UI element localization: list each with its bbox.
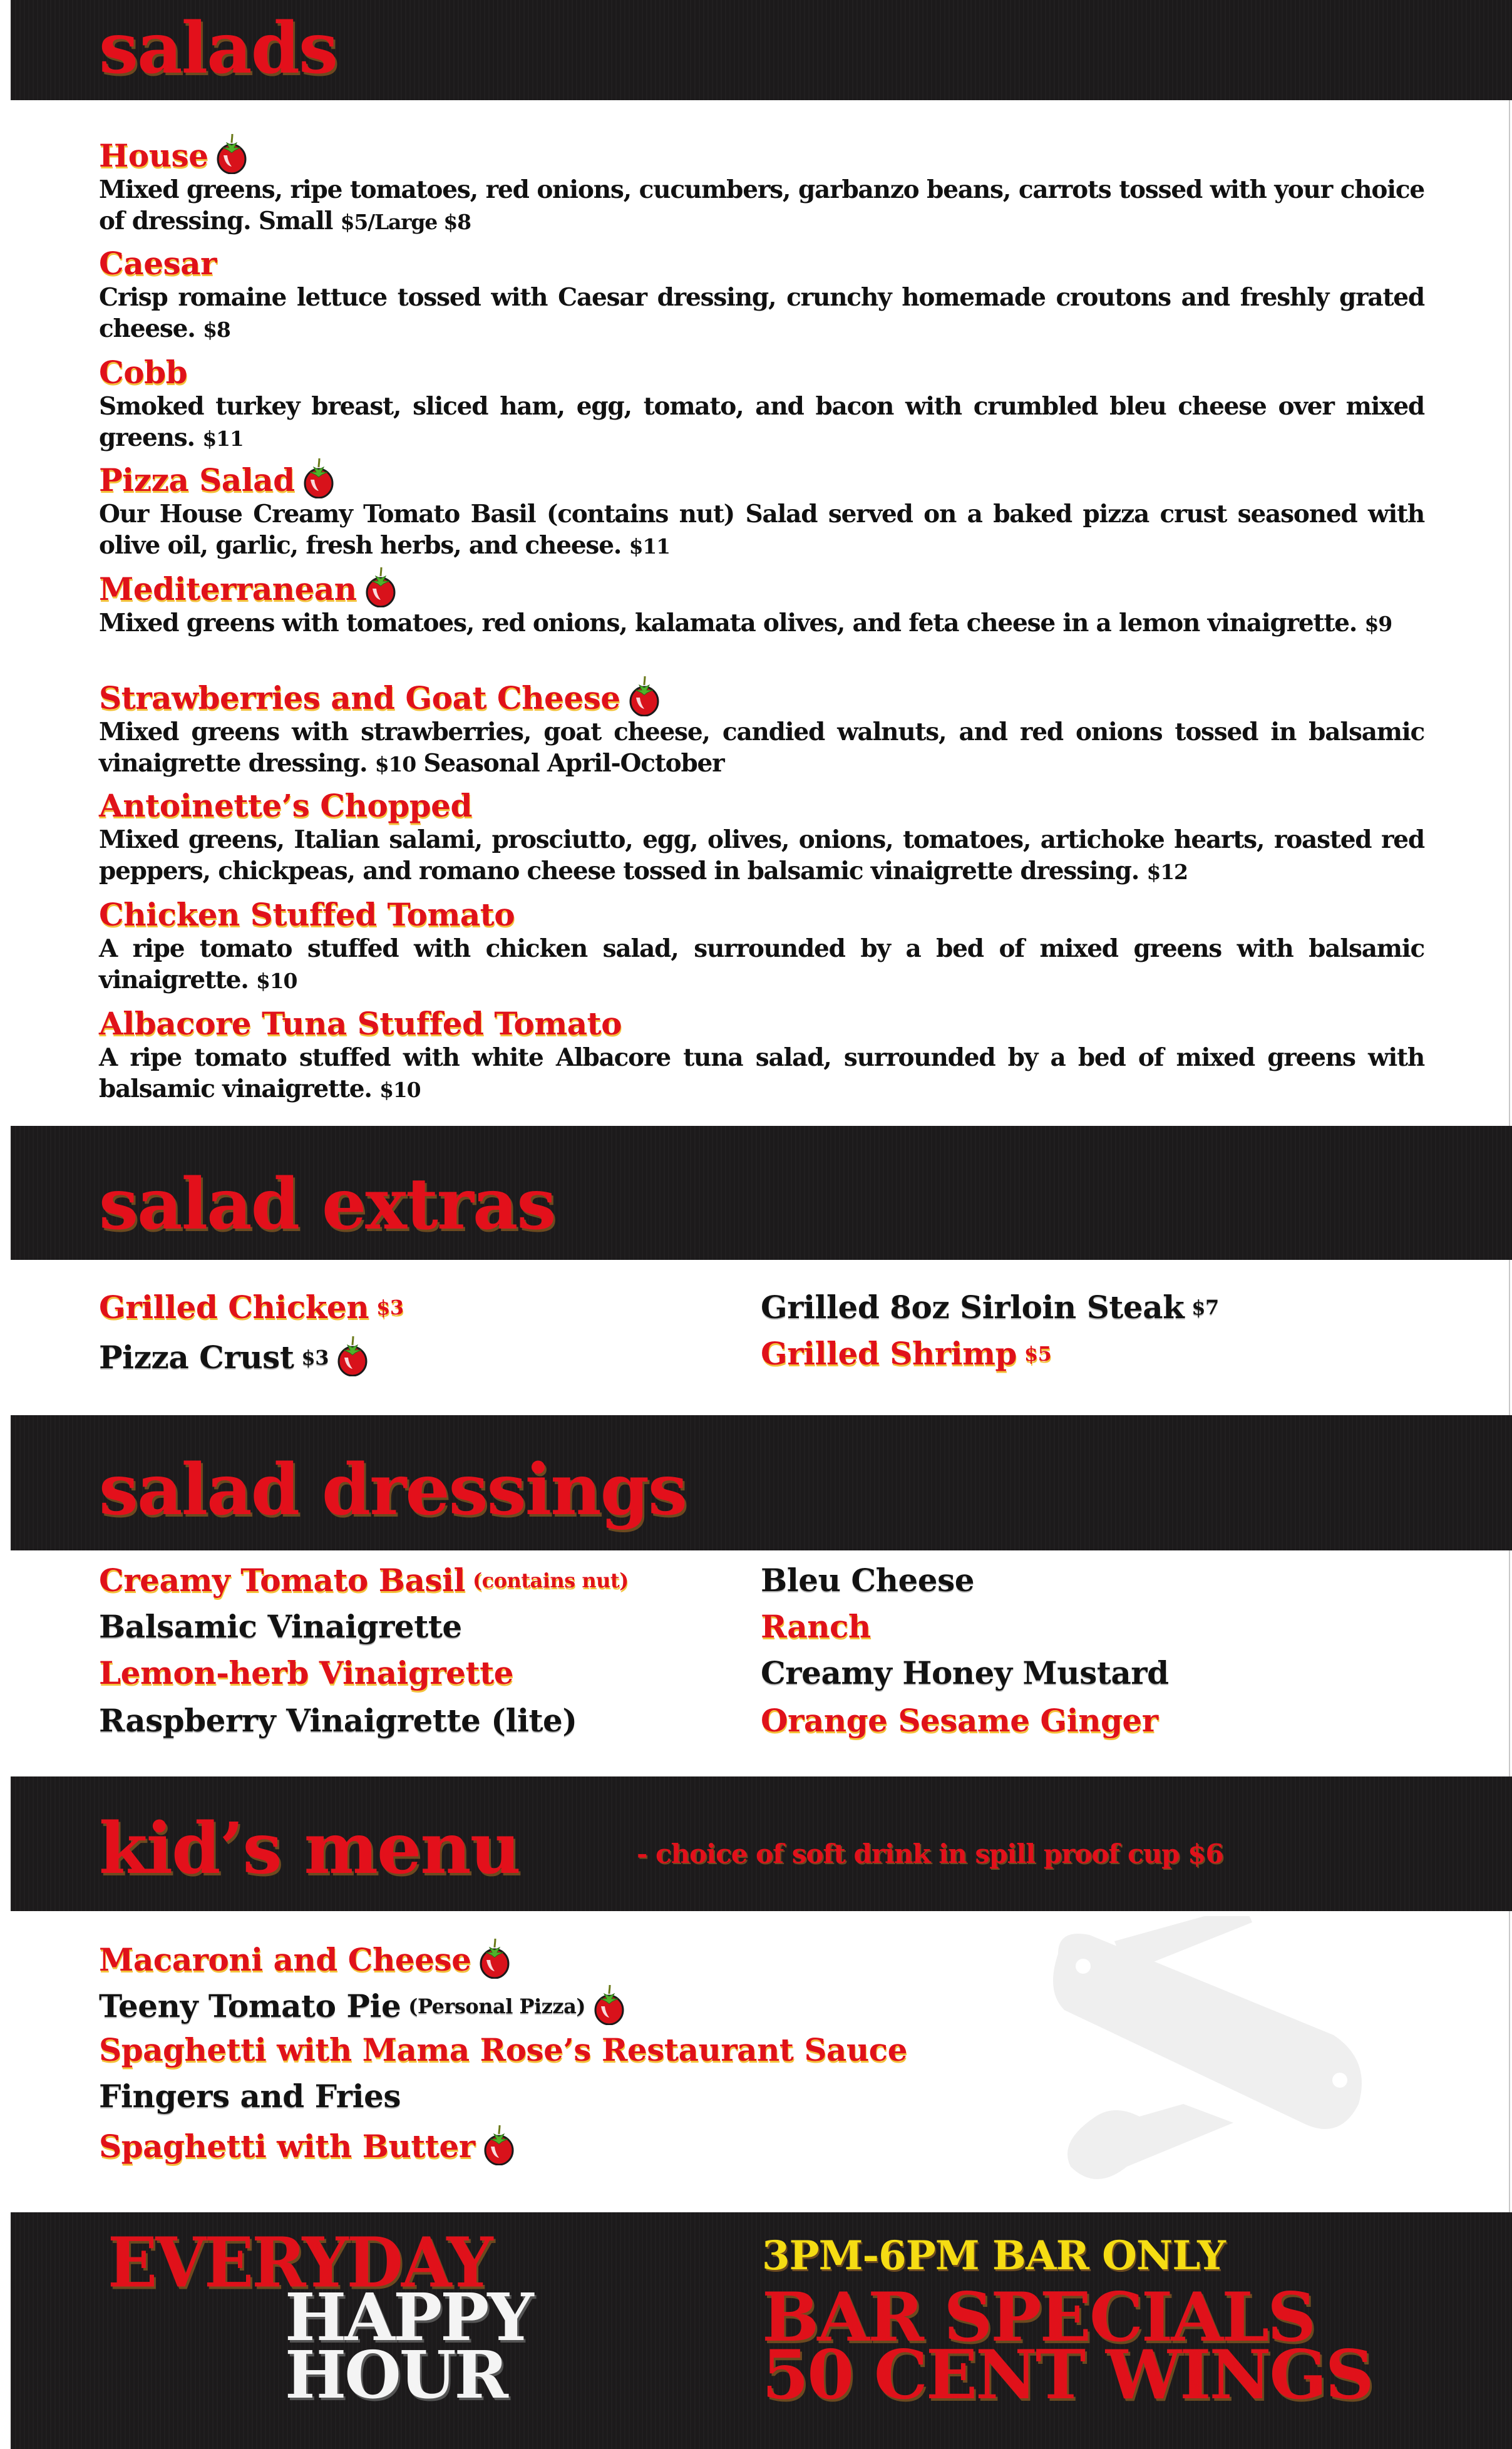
kids-item-spaghetti-with-butter: Spaghetti with Butter: [99, 2124, 515, 2165]
salad-item-description: A ripe tomato stuffed with white Albacore tuna salad, surrounded by a bed of mixed greens with balsamic vinaigrette.: [99, 1043, 1424, 1103]
salad-item-price: $8: [203, 317, 230, 342]
extra-grilled-chicken: Grilled Chicken $3: [99, 1289, 404, 1326]
extra-pizza-crust: Pizza Crust $3: [99, 1335, 369, 1376]
seasonal-note: Seasonal April-October: [416, 749, 724, 778]
dressing-bleu-cheese: Bleu Cheese: [761, 1562, 975, 1599]
tomato-icon: [336, 1335, 369, 1376]
kids-item-teeny-tomato-pie: Teeny Tomato Pie (Personal Pizza): [99, 1984, 625, 2025]
salad-item-title: Cobb: [99, 354, 188, 391]
salad-item-antoinettes-chopped: [99, 788, 1424, 888]
extra-grilled-shrimp: Grilled Shrimp $5: [761, 1335, 1052, 1372]
happy-hour-happy: HAPPY: [285, 2279, 532, 2356]
extra-price: $5: [1024, 1342, 1052, 1366]
fifty-cent-wings: 50 CENT WINGS: [762, 2336, 1372, 2415]
salad-item-price: $12: [1146, 860, 1188, 884]
salad-dressings-header-band: [11, 1415, 1512, 1550]
salad-item-albacore-tuna-stuffed-tomato: [99, 1006, 1424, 1106]
salad-item-cobb: [99, 354, 1424, 455]
tomato-icon: [483, 2124, 515, 2165]
dressing-creamy-honey-mustard: Creamy Honey Mustard: [761, 1654, 1169, 1691]
salad-item-pizza-salad: [99, 457, 1424, 562]
dressing-balsamic-vinaigrette: Balsamic Vinaigrette: [99, 1608, 462, 1645]
happy-hour-hour: HOUR: [285, 2336, 507, 2413]
kids-menu-heading: kid’s menu: [99, 1808, 520, 1890]
pocket-knife-spoon-watermark-icon: [1021, 1916, 1371, 2192]
salad-item-price: $5/Large $8: [340, 210, 471, 234]
kids-menu-header-band: [11, 1776, 1512, 1911]
salad-item-price: $10: [255, 969, 297, 993]
salad-item-description: Mixed greens with strawberries, goat cheese, candied walnuts, and red onions tossed in balsamic vinaigrette dressing.: [99, 718, 1424, 778]
salad-item-price: $10: [374, 752, 416, 776]
salad-dressings-heading: salad dressings: [99, 1449, 687, 1531]
dressing-lemon-herb-vinaigrette: Lemon-herb Vinaigrette: [99, 1654, 513, 1691]
salad-item-title: House: [99, 137, 208, 174]
salad-item-title: Albacore Tuna Stuffed Tomato: [99, 1005, 622, 1042]
bar-specials: BAR SPECIALS: [762, 2278, 1315, 2357]
dressing-ranch: Ranch: [761, 1608, 871, 1645]
salad-item-chicken-stuffed-tomato: [99, 897, 1424, 997]
dressing-creamy-tomato-basil: Creamy Tomato Basil (contains nut): [99, 1562, 629, 1599]
salad-item-description: Our House Creamy Tomato Basil (contains nut) Salad served on a baked pizza crust seasoned with olive oil, garlic, fresh herbs, and cheese.: [99, 500, 1424, 560]
tomato-icon: [478, 1937, 511, 1979]
salad-item-title: Pizza Salad: [99, 461, 295, 498]
salad-item-description: Mixed greens, Italian salami, prosciutto, egg, olives, onions, tomatoes, artichoke hearts, roasted red peppers, chickpeas, and romano cheese tossed in balsamic vinaigrette dressing.: [99, 825, 1424, 885]
dressing-raspberry-vinaigrette: Raspberry Vinaigrette (lite): [99, 1702, 577, 1739]
salad-item-price: $9: [1364, 612, 1392, 636]
salad-item-title: Caesar: [99, 245, 217, 282]
salads-heading: salads: [99, 8, 337, 90]
kids-item-fingers-and-fries: Fingers and Fries: [99, 2078, 401, 2115]
salad-item-description: A ripe tomato stuffed with chicken salad, surrounded by a bed of mixed greens with balsamic vinaigrette.: [99, 934, 1424, 994]
salad-item-price: $11: [629, 534, 670, 559]
salad-item-mediterranean: [99, 566, 1424, 640]
personal-pizza-note: (Personal Pizza): [408, 1994, 585, 2018]
kids-item-spaghetti-mama-rose: Spaghetti with Mama Rose’s Restaurant Sauce: [99, 2031, 907, 2068]
tomato-icon: [628, 675, 661, 716]
salad-item-title: Mediterranean: [99, 570, 357, 607]
kids-item-macaroni-and-cheese: Macaroni and Cheese: [99, 1937, 511, 1979]
tomato-icon: [364, 566, 397, 607]
dressing-orange-sesame-ginger: Orange Sesame Ginger: [761, 1702, 1158, 1739]
happy-hour-band: [11, 2212, 1512, 2449]
salad-item-title: Strawberries and Goat Cheese: [99, 679, 620, 716]
contains-nut-note: (contains nut): [472, 1569, 629, 1592]
salad-extras-heading: salad extras: [99, 1163, 555, 1245]
salad-item-caesar: [99, 245, 1424, 346]
salad-item-description: Mixed greens, ripe tomatoes, red onions, cucumbers, garbanzo beans, carrots tossed with your choice of dressing. Small: [99, 175, 1424, 235]
happy-hour-everyday: EVERYDAY: [108, 2222, 491, 2303]
salad-item-description: Mixed greens with tomatoes, red onions, kalamata olives, and feta cheese in a lemon vinaigrette.: [99, 609, 1365, 637]
happy-hour-time: 3PM-6PM BAR ONLY: [762, 2232, 1225, 2279]
extra-price: $3: [376, 1296, 404, 1319]
salad-item-strawberries-goat-cheese: [99, 675, 1424, 780]
tomato-icon: [593, 1984, 625, 2025]
salad-item-price: $10: [379, 1078, 421, 1102]
tomato-icon: [215, 133, 248, 174]
salad-item-title: Antoinette’s Chopped: [99, 787, 472, 824]
salad-item-title: Chicken Stuffed Tomato: [99, 896, 515, 933]
salad-item-description: Crisp romaine lettuce tossed with Caesar dressing, crunchy homemade croutons and freshly grated cheese.: [99, 283, 1424, 343]
salads-header-band: [11, 0, 1512, 100]
tomato-icon: [302, 457, 335, 498]
kids-menu-subtitle: - choice of soft drink in spill proof cup $6: [637, 1838, 1223, 1869]
extra-price: $3: [301, 1346, 329, 1369]
extra-price: $7: [1191, 1296, 1219, 1319]
salad-extras-header-band: [11, 1126, 1512, 1260]
salad-item-house: [99, 133, 1424, 238]
salad-item-price: $11: [202, 426, 244, 451]
salad-item-description: Smoked turkey breast, sliced ham, egg, tomato, and bacon with crumbled bleu cheese over mixed greens.: [99, 392, 1424, 452]
extra-grilled-sirloin-steak: Grilled 8oz Sirloin Steak $7: [761, 1289, 1219, 1326]
